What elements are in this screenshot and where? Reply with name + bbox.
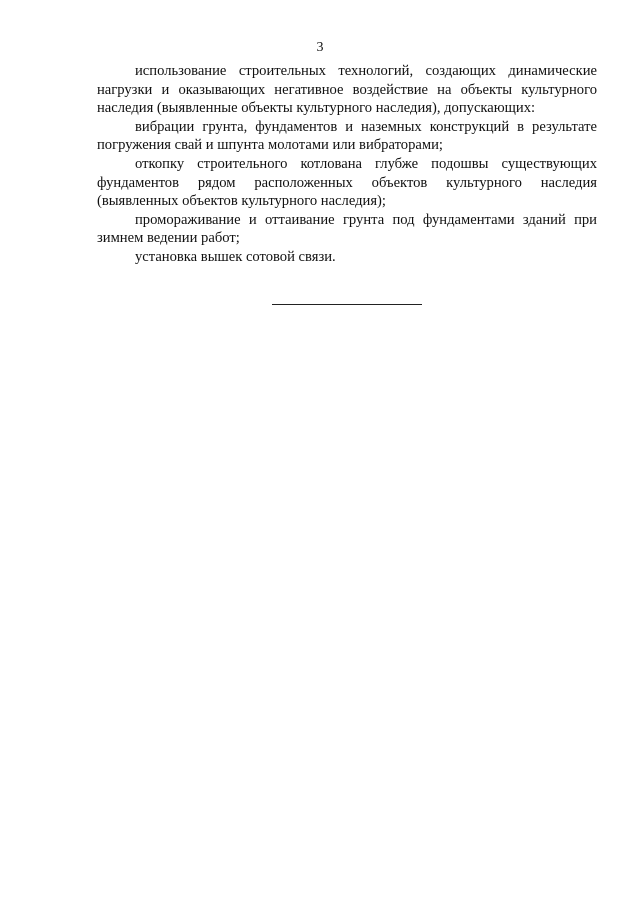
paragraph-vibrations: вибрации грунта, фундаментов и наземных конструкций в результате погружения свай и шпунта молотами или вибраторами; [97,118,597,154]
paragraph-freezing: промораживание и оттаивание грунта под фундаментами зданий при зимнем ведении работ; [97,211,597,247]
paragraph-technologies: использование строительных технологий, создающих динамические нагрузки и оказывающих негативное воздействие на объекты культурного наследия (выявленные объекты культурного наследия), допускающих: [97,63,597,117]
paragraph-cell-towers: установка вышек сотовой связи. [135,248,336,265]
document-body [97,62,597,267]
page-number: 3 [316,40,324,55]
end-of-text-rule [272,304,422,305]
paragraph-excavation: откопку строительного котлована глубже подошвы существующих фундаментов рядом расположенных объектов культурного наследия (выявленных объектов культурного наследия); [97,155,597,210]
